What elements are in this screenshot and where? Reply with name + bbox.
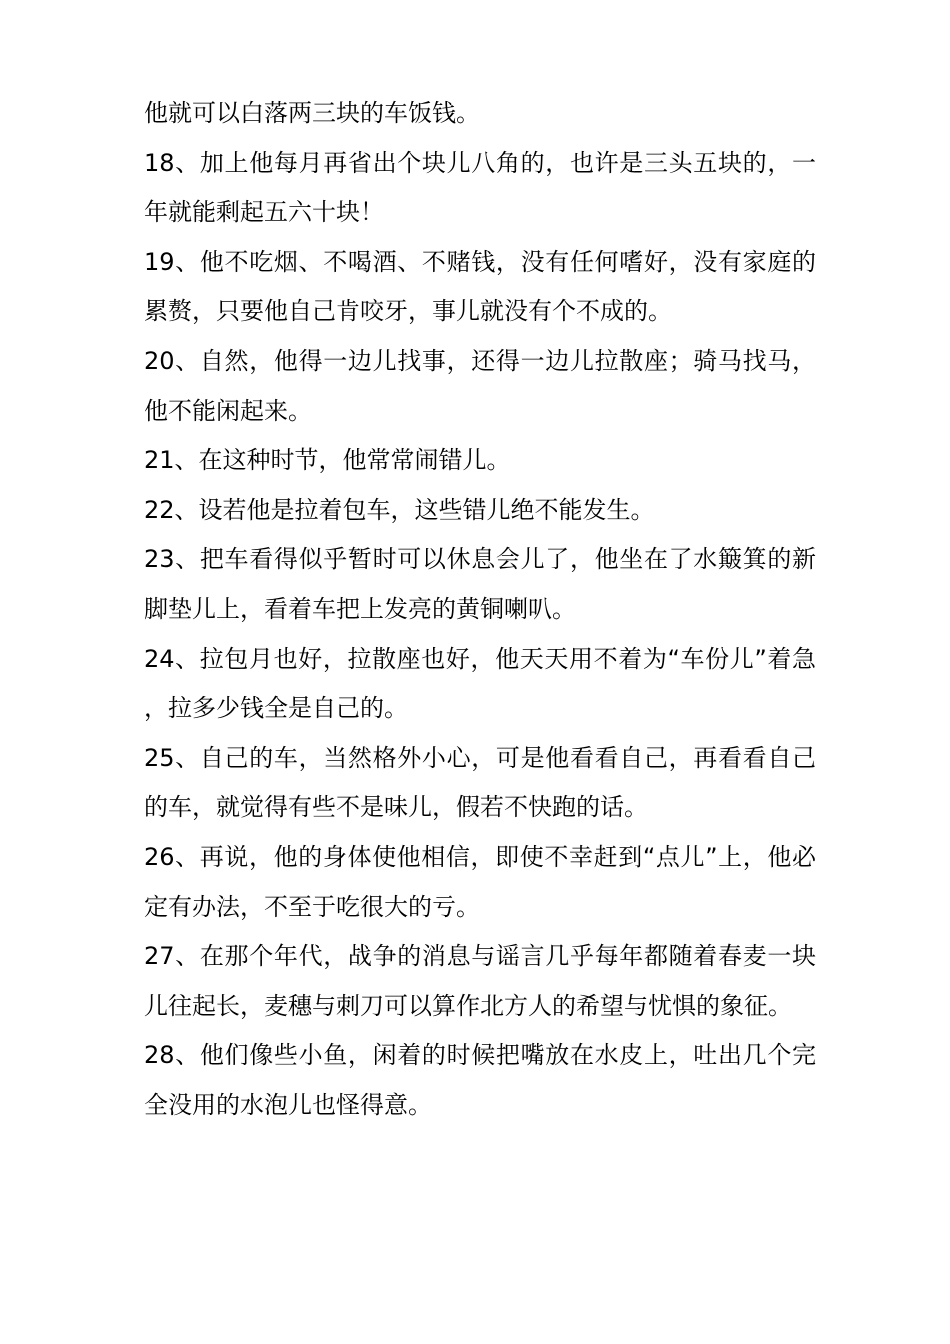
paragraph-continuation: 他就可以白落两三块的车饭钱。 bbox=[144, 99, 480, 127]
paragraph-19: 19、他不吃烟、不喝酒、不赌钱，没有任何嗜好，没有家庭的累赘，只要他自己肯咬牙，事儿就没有个不成的。 bbox=[144, 247, 816, 326]
paragraph-27: 27、在那个年代，战争的消息与谣言几乎每年都随着春麦一块儿往起长，麦穗与刺刀可以算作北方人的希望与忧惧的象征。 bbox=[144, 942, 816, 1020]
paragraph-20: 20、自然，他得一边儿找事，还得一边儿拉散座；骑马找马，他不能闲起来。 bbox=[144, 346, 816, 425]
paragraph-22: 22、设若他是拉着包车，这些错儿绝不能发生。 bbox=[144, 495, 655, 524]
document-body bbox=[144, 89, 816, 1130]
paragraph-21: 21、在这种时节，他常常闹错儿。 bbox=[144, 446, 511, 475]
paragraph-28: 28、他们像些小鱼，闲着的时候把嘴放在水皮上，吐出几个完全没用的水泡儿也怪得意。 bbox=[144, 1041, 816, 1119]
paragraph-24: 24、拉包月也好，拉散座也好，他天天用不着为“车份儿”着急，拉多少钱全是自己的。 bbox=[144, 644, 816, 723]
paragraph-25: 25、自己的车，当然格外小心，可是他看看自己，再看看自己的车，就觉得有些不是味儿，假若不快跑的话。 bbox=[144, 743, 816, 822]
paragraph-26: 26、再说，他的身体使他相信，即使不幸赶到“点儿”上，他必定有办法，不至于吃很大的亏。 bbox=[144, 842, 816, 921]
paragraph-18: 18、加上他每月再省出个块儿八角的，也许是三头五块的，一年就能剩起五六十块！ bbox=[144, 148, 816, 227]
paragraph-23: 23、把车看得似乎暂时可以休息会儿了，他坐在了水簸箕的新脚垫儿上，看着车把上发亮的黄铜喇叭。 bbox=[144, 545, 816, 623]
